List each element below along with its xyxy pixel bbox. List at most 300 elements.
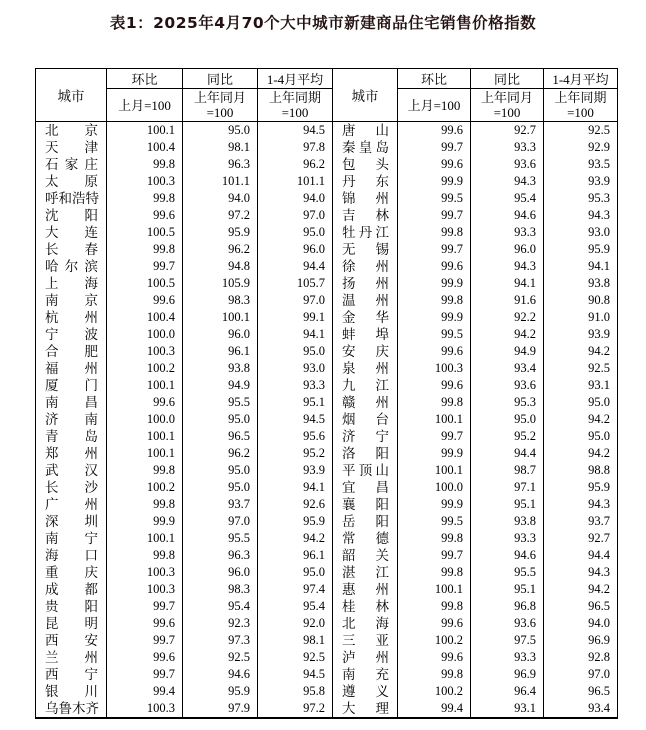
mom-cell-right-text: 99.8 xyxy=(441,225,463,239)
yoy-cell-right xyxy=(471,513,544,530)
yoy-cell-left-text: 100.1 xyxy=(221,310,250,324)
mom-cell-left xyxy=(107,122,183,140)
price-index-table xyxy=(35,68,618,719)
yoy-header-left: 同比 xyxy=(183,69,258,89)
table-header xyxy=(36,69,618,122)
yoy-cell-right-text: 96.0 xyxy=(514,242,536,256)
table-row xyxy=(36,564,618,581)
yoy-cell-left-text: 96.1 xyxy=(228,344,250,358)
yoy-cell-right-text: 94.2 xyxy=(514,327,536,341)
mom-cell-right xyxy=(398,581,471,598)
avg-cell-left-text: 97.0 xyxy=(303,293,325,307)
city-cell-right xyxy=(333,411,398,428)
mom-cell-left-text: 100.4 xyxy=(146,310,175,324)
city-cell-left-text: 广州 xyxy=(45,497,98,512)
header-row-1 xyxy=(36,69,618,89)
mom-cell-right-text: 100.1 xyxy=(434,463,463,477)
mom-cell-right-text: 99.9 xyxy=(441,497,463,511)
yoy-cell-left xyxy=(183,598,258,615)
city-cell-left-text: 济南 xyxy=(45,412,98,427)
table-row xyxy=(36,394,618,411)
avg-cell-right-text: 94.0 xyxy=(588,616,610,630)
mom-cell-left xyxy=(107,360,183,377)
yoy-cell-left xyxy=(183,428,258,445)
yoy-cell-left-text: 96.0 xyxy=(228,565,250,579)
avg-cell-right xyxy=(544,598,618,615)
city-cell-right xyxy=(333,139,398,156)
city-cell-left-text: 青岛 xyxy=(45,429,98,444)
mom-cell-left xyxy=(107,292,183,309)
yoy-cell-right-text: 93.6 xyxy=(514,157,536,171)
avg-cell-right xyxy=(544,445,618,462)
city-cell-left-text: 昆明 xyxy=(45,616,98,631)
city-cell-left xyxy=(36,309,107,326)
header-row-2 xyxy=(36,89,618,122)
yoy-base-right-line2: =100 xyxy=(493,105,521,120)
city-cell-left-text: 西宁 xyxy=(45,667,98,682)
city-cell-left-text: 重庆 xyxy=(45,565,98,580)
avg-cell-right-text: 93.4 xyxy=(588,701,610,715)
mom-cell-left xyxy=(107,649,183,666)
table-row xyxy=(36,411,618,428)
yoy-cell-right-text: 93.3 xyxy=(514,225,536,239)
yoy-cell-left xyxy=(183,700,258,718)
city-cell-right xyxy=(333,394,398,411)
yoy-cell-left xyxy=(183,496,258,513)
city-cell-right-text: 徐州 xyxy=(342,259,389,274)
avg-cell-right xyxy=(544,190,618,207)
table-row xyxy=(36,224,618,241)
city-cell-right-text: 泸州 xyxy=(342,650,389,665)
mom-cell-right-text: 100.3 xyxy=(434,361,463,375)
avg-cell-right-text: 92.9 xyxy=(588,140,610,154)
avg-cell-right xyxy=(544,258,618,275)
city-cell-right xyxy=(333,581,398,598)
avg-cell-left xyxy=(258,564,333,581)
avg-cell-left xyxy=(258,530,333,547)
city-cell-right-text: 蚌埠 xyxy=(342,327,389,342)
city-cell-right xyxy=(333,649,398,666)
yoy-cell-right xyxy=(471,258,544,275)
avg-cell-left-text: 95.0 xyxy=(303,225,325,239)
avg-cell-left xyxy=(258,241,333,258)
mom-cell-right xyxy=(398,666,471,683)
mom-cell-left xyxy=(107,632,183,649)
city-cell-left-text: 长春 xyxy=(45,242,98,257)
yoy-cell-right xyxy=(471,377,544,394)
yoy-cell-right-text: 95.2 xyxy=(514,429,536,443)
yoy-cell-left xyxy=(183,479,258,496)
city-cell-right-text: 泉州 xyxy=(342,361,389,376)
yoy-cell-left-text: 101.1 xyxy=(221,174,250,188)
avg-cell-left-text: 105.7 xyxy=(296,276,325,290)
avg-cell-left-text: 93.9 xyxy=(303,463,325,477)
avg-cell-right-text: 93.7 xyxy=(588,514,610,528)
avg-cell-left xyxy=(258,292,333,309)
mom-cell-right-text: 99.6 xyxy=(441,259,463,273)
avg-cell-right xyxy=(544,292,618,309)
city-cell-left xyxy=(36,700,107,718)
avg-cell-right-text: 93.0 xyxy=(588,225,610,239)
yoy-cell-left xyxy=(183,207,258,224)
city-cell-left-text: 合肥 xyxy=(45,344,98,359)
mom-cell-right xyxy=(398,275,471,292)
avg-base-left xyxy=(258,89,333,122)
avg-cell-right xyxy=(544,343,618,360)
avg-cell-left xyxy=(258,649,333,666)
mom-cell-left xyxy=(107,275,183,292)
mom-cell-left-text: 99.8 xyxy=(153,548,175,562)
yoy-cell-left xyxy=(183,326,258,343)
yoy-cell-right-text: 96.4 xyxy=(514,684,536,698)
mom-cell-left xyxy=(107,598,183,615)
avg-cell-left-text: 95.8 xyxy=(303,684,325,698)
avg-cell-right-text: 95.0 xyxy=(588,429,610,443)
avg-cell-left-text: 97.4 xyxy=(303,582,325,596)
city-cell-right xyxy=(333,275,398,292)
mom-cell-right xyxy=(398,496,471,513)
yoy-cell-right xyxy=(471,394,544,411)
avg-cell-left xyxy=(258,326,333,343)
city-cell-right-text: 锦州 xyxy=(342,191,389,206)
mom-cell-left xyxy=(107,139,183,156)
avg-cell-left xyxy=(258,462,333,479)
yoy-cell-right xyxy=(471,190,544,207)
avg-cell-right-text: 96.5 xyxy=(588,684,610,698)
city-cell-left-text: 呼和浩特 xyxy=(45,191,99,206)
yoy-cell-right xyxy=(471,343,544,360)
city-cell-left xyxy=(36,649,107,666)
city-cell-right-text: 唐山 xyxy=(342,123,389,138)
mom-base-right: 上月=100 xyxy=(398,89,471,122)
city-cell-right xyxy=(333,700,398,718)
mom-cell-right xyxy=(398,479,471,496)
table-row xyxy=(36,326,618,343)
mom-cell-left-text: 100.0 xyxy=(146,412,175,426)
mom-cell-left xyxy=(107,428,183,445)
mom-cell-left-text: 99.7 xyxy=(153,599,175,613)
yoy-cell-left-text: 98.3 xyxy=(228,293,250,307)
mom-cell-right-text: 99.8 xyxy=(441,667,463,681)
city-cell-right-text: 赣州 xyxy=(342,395,389,410)
city-cell-right-text: 九江 xyxy=(342,378,389,393)
table-body xyxy=(36,122,618,719)
mom-cell-right-text: 99.6 xyxy=(441,157,463,171)
avg-cell-right-text: 94.2 xyxy=(588,412,610,426)
avg-cell-right xyxy=(544,207,618,224)
avg-cell-left xyxy=(258,360,333,377)
mom-cell-right xyxy=(398,530,471,547)
city-cell-left-text: 天津 xyxy=(45,140,98,155)
mom-cell-left xyxy=(107,207,183,224)
avg-cell-right-text: 90.8 xyxy=(588,293,610,307)
avg-cell-left xyxy=(258,377,333,394)
yoy-cell-right-text: 97.1 xyxy=(514,480,536,494)
mom-cell-left xyxy=(107,411,183,428)
city-cell-right xyxy=(333,615,398,632)
city-cell-right-text: 秦皇岛 xyxy=(342,140,389,155)
mom-cell-right-text: 99.9 xyxy=(441,310,463,324)
mom-cell-right xyxy=(398,394,471,411)
city-cell-left xyxy=(36,173,107,190)
avg-cell-left xyxy=(258,258,333,275)
mom-cell-right xyxy=(398,649,471,666)
avg-cell-right xyxy=(544,666,618,683)
mom-cell-right xyxy=(398,411,471,428)
city-cell-left xyxy=(36,343,107,360)
yoy-cell-right xyxy=(471,479,544,496)
city-cell-left xyxy=(36,207,107,224)
yoy-cell-left-text: 93.7 xyxy=(228,497,250,511)
avg-base-left-line1: 上年同期 xyxy=(268,90,321,105)
mom-cell-left-text: 99.6 xyxy=(153,650,175,664)
yoy-cell-right xyxy=(471,224,544,241)
table-row xyxy=(36,309,618,326)
avg-cell-right xyxy=(544,530,618,547)
yoy-cell-right-text: 93.6 xyxy=(514,616,536,630)
city-cell-left xyxy=(36,139,107,156)
city-cell-left xyxy=(36,326,107,343)
avg-cell-left xyxy=(258,496,333,513)
avg-cell-left-text: 96.1 xyxy=(303,548,325,562)
mom-cell-left-text: 99.4 xyxy=(153,684,175,698)
city-cell-right xyxy=(333,122,398,140)
yoy-cell-right xyxy=(471,156,544,173)
yoy-cell-right xyxy=(471,292,544,309)
avg-cell-right xyxy=(544,411,618,428)
yoy-cell-right xyxy=(471,275,544,292)
yoy-cell-right xyxy=(471,615,544,632)
mom-cell-left-text: 100.3 xyxy=(146,565,175,579)
city-cell-left-text: 大连 xyxy=(45,225,98,240)
avg-cell-left-text: 92.5 xyxy=(303,650,325,664)
avg-cell-right-text: 94.4 xyxy=(588,548,610,562)
mom-cell-right xyxy=(398,462,471,479)
city-cell-right-text: 包头 xyxy=(342,157,389,172)
mom-cell-right xyxy=(398,258,471,275)
mom-cell-right-text: 99.7 xyxy=(441,242,463,256)
yoy-cell-left xyxy=(183,632,258,649)
yoy-cell-left-text: 95.0 xyxy=(228,480,250,494)
city-cell-right xyxy=(333,530,398,547)
yoy-cell-right xyxy=(471,309,544,326)
yoy-cell-left-text: 95.9 xyxy=(228,684,250,698)
avg-cell-left xyxy=(258,207,333,224)
mom-cell-left-text: 100.3 xyxy=(146,701,175,715)
mom-cell-left-text: 99.9 xyxy=(153,514,175,528)
city-cell-left-text: 深圳 xyxy=(45,514,98,529)
avg-cell-right-text: 92.7 xyxy=(588,531,610,545)
yoy-cell-right xyxy=(471,598,544,615)
avg-cell-left-text: 94.1 xyxy=(303,327,325,341)
yoy-cell-right-text: 94.9 xyxy=(514,344,536,358)
city-cell-right-text: 韶关 xyxy=(342,548,389,563)
city-cell-right-text: 温州 xyxy=(342,293,389,308)
mom-cell-left xyxy=(107,173,183,190)
yoy-cell-left xyxy=(183,156,258,173)
mom-cell-left xyxy=(107,394,183,411)
city-cell-right-text: 常德 xyxy=(342,531,389,546)
mom-cell-left-text: 99.8 xyxy=(153,157,175,171)
yoy-cell-right-text: 94.1 xyxy=(514,276,536,290)
city-header-right: 城市 xyxy=(333,69,398,122)
avg-header-left: 1-4月平均 xyxy=(258,69,333,89)
yoy-cell-left xyxy=(183,683,258,700)
yoy-cell-right-text: 94.6 xyxy=(514,208,536,222)
mom-cell-left-text: 100.1 xyxy=(146,446,175,460)
city-cell-left-text: 乌鲁木齐 xyxy=(45,701,99,716)
city-cell-right-text: 吉林 xyxy=(342,208,389,223)
avg-cell-right xyxy=(544,496,618,513)
city-cell-left xyxy=(36,292,107,309)
mom-cell-right-text: 99.6 xyxy=(441,344,463,358)
city-cell-right-text: 岳阳 xyxy=(342,514,389,529)
table-row xyxy=(36,190,618,207)
mom-cell-left-text: 100.2 xyxy=(146,480,175,494)
city-cell-left xyxy=(36,360,107,377)
city-cell-left xyxy=(36,377,107,394)
mom-cell-left-text: 100.3 xyxy=(146,344,175,358)
table-row xyxy=(36,649,618,666)
mom-cell-left-text: 100.0 xyxy=(146,327,175,341)
mom-cell-right xyxy=(398,513,471,530)
mom-cell-right xyxy=(398,326,471,343)
avg-cell-left xyxy=(258,666,333,683)
avg-cell-right xyxy=(544,513,618,530)
city-cell-left xyxy=(36,224,107,241)
avg-cell-left-text: 98.1 xyxy=(303,633,325,647)
city-cell-right-text: 金华 xyxy=(342,310,389,325)
city-cell-right-text: 遵义 xyxy=(342,684,389,699)
avg-cell-left xyxy=(258,598,333,615)
city-cell-left-text: 宁波 xyxy=(45,327,98,342)
city-cell-left-text: 郑州 xyxy=(45,446,98,461)
mom-cell-right xyxy=(398,632,471,649)
avg-cell-left-text: 92.6 xyxy=(303,497,325,511)
city-cell-left-text: 长沙 xyxy=(45,480,98,495)
table-row xyxy=(36,700,618,718)
avg-cell-left-text: 93.0 xyxy=(303,361,325,375)
yoy-cell-left-text: 92.3 xyxy=(228,616,250,630)
table-row xyxy=(36,292,618,309)
yoy-cell-left-text: 95.0 xyxy=(228,412,250,426)
yoy-cell-left xyxy=(183,513,258,530)
avg-cell-left xyxy=(258,615,333,632)
city-cell-right-text: 三亚 xyxy=(342,633,389,648)
avg-cell-left-text: 92.0 xyxy=(303,616,325,630)
yoy-cell-left-text: 92.5 xyxy=(228,650,250,664)
avg-cell-right xyxy=(544,479,618,496)
yoy-cell-right-text: 96.8 xyxy=(514,599,536,613)
mom-cell-left-text: 99.6 xyxy=(153,616,175,630)
table-row xyxy=(36,258,618,275)
mom-header-left: 环比 xyxy=(107,69,183,89)
mom-cell-right-text: 99.8 xyxy=(441,395,463,409)
mom-cell-left-text: 100.3 xyxy=(146,174,175,188)
avg-cell-left xyxy=(258,190,333,207)
city-cell-left xyxy=(36,445,107,462)
mom-cell-right-text: 100.1 xyxy=(434,412,463,426)
table-row xyxy=(36,496,618,513)
avg-cell-left-text: 95.0 xyxy=(303,565,325,579)
city-cell-right xyxy=(333,241,398,258)
yoy-cell-left-text: 95.4 xyxy=(228,599,250,613)
city-cell-right xyxy=(333,479,398,496)
mom-cell-left-text: 100.5 xyxy=(146,225,175,239)
avg-cell-left-text: 93.3 xyxy=(303,378,325,392)
yoy-cell-left-text: 95.0 xyxy=(228,463,250,477)
mom-cell-right-text: 100.0 xyxy=(434,480,463,494)
yoy-cell-left-text: 96.0 xyxy=(228,327,250,341)
avg-cell-right-text: 95.9 xyxy=(588,242,610,256)
yoy-cell-right-text: 96.9 xyxy=(514,667,536,681)
yoy-cell-left xyxy=(183,462,258,479)
city-cell-right-text: 丹东 xyxy=(342,174,389,189)
table-row xyxy=(36,207,618,224)
mom-cell-left-text: 100.1 xyxy=(146,378,175,392)
yoy-cell-left-text: 93.8 xyxy=(228,361,250,375)
city-cell-left xyxy=(36,598,107,615)
yoy-cell-left xyxy=(183,360,258,377)
yoy-cell-right-text: 94.3 xyxy=(514,174,536,188)
city-cell-left-text: 北京 xyxy=(45,123,98,138)
mom-cell-left-text: 99.8 xyxy=(153,242,175,256)
avg-cell-left-text: 94.4 xyxy=(303,259,325,273)
avg-cell-left-text: 97.8 xyxy=(303,140,325,154)
yoy-cell-right xyxy=(471,445,544,462)
yoy-cell-right-text: 91.6 xyxy=(514,293,536,307)
avg-cell-right xyxy=(544,224,618,241)
avg-cell-right-text: 94.2 xyxy=(588,344,610,358)
table-row xyxy=(36,530,618,547)
mom-cell-right xyxy=(398,615,471,632)
yoy-cell-right-text: 95.5 xyxy=(514,565,536,579)
avg-cell-left xyxy=(258,122,333,140)
avg-cell-left xyxy=(258,411,333,428)
yoy-cell-left xyxy=(183,309,258,326)
mom-cell-right-text: 99.7 xyxy=(441,208,463,222)
yoy-header-right: 同比 xyxy=(471,69,544,89)
yoy-base-left xyxy=(183,89,258,122)
table-row xyxy=(36,360,618,377)
mom-cell-left-text: 100.3 xyxy=(146,582,175,596)
city-header-left: 城市 xyxy=(36,69,107,122)
mom-cell-left xyxy=(107,224,183,241)
mom-cell-right-text: 99.5 xyxy=(441,327,463,341)
yoy-cell-left xyxy=(183,615,258,632)
avg-cell-right-text: 98.8 xyxy=(588,463,610,477)
mom-cell-right-text: 99.4 xyxy=(441,701,463,715)
mom-header-right: 环比 xyxy=(398,69,471,89)
city-cell-left-text: 太原 xyxy=(45,174,98,189)
avg-cell-right-text: 92.5 xyxy=(588,123,610,137)
yoy-cell-right xyxy=(471,581,544,598)
table-row xyxy=(36,275,618,292)
yoy-cell-left xyxy=(183,649,258,666)
yoy-cell-right xyxy=(471,700,544,718)
table-row xyxy=(36,615,618,632)
mom-cell-right-text: 99.9 xyxy=(441,276,463,290)
yoy-cell-right-text: 95.1 xyxy=(514,497,536,511)
yoy-base-right xyxy=(471,89,544,122)
yoy-cell-right xyxy=(471,496,544,513)
avg-cell-right xyxy=(544,683,618,700)
yoy-cell-right xyxy=(471,683,544,700)
yoy-cell-right xyxy=(471,564,544,581)
mom-cell-right-text: 99.7 xyxy=(441,429,463,443)
mom-cell-left xyxy=(107,581,183,598)
avg-cell-right-text: 94.2 xyxy=(588,446,610,460)
